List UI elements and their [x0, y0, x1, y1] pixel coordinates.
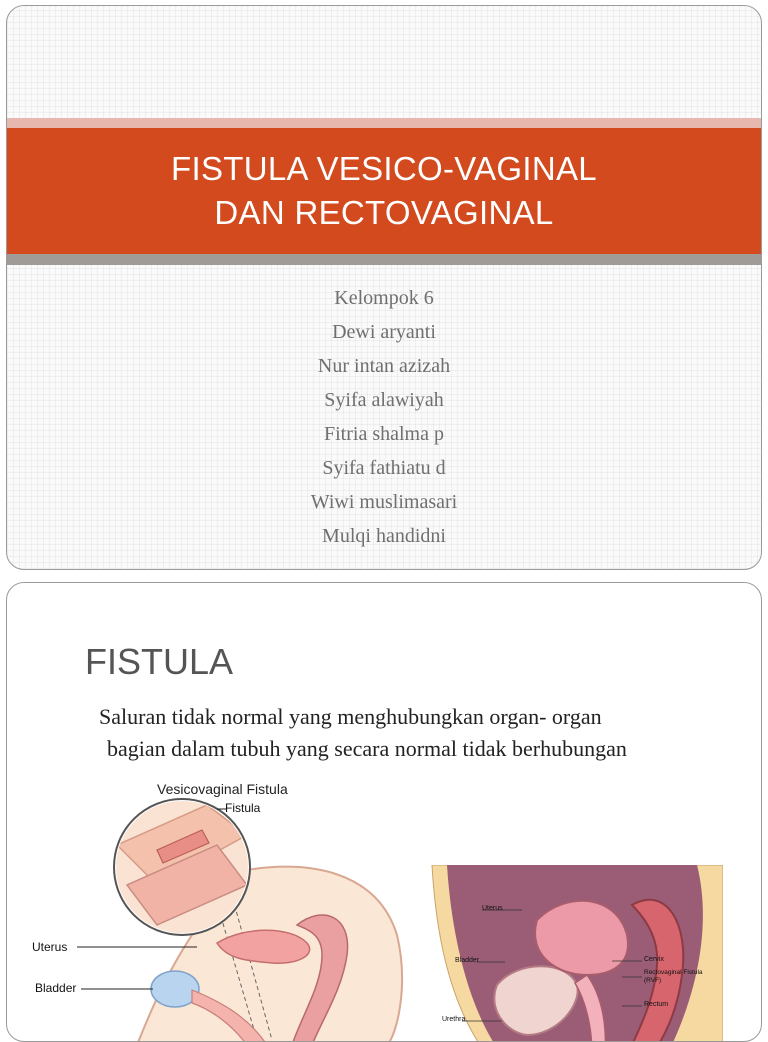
- label-uterus-right: Uterus: [482, 905, 503, 912]
- label-cervix-right: Cervix: [644, 956, 664, 963]
- title-bottom-stripe: [7, 254, 761, 265]
- figure-title: Vesicovaginal Fistula: [157, 781, 288, 797]
- member-name: Nur intan azizah: [317, 355, 451, 377]
- title-slide: [6, 5, 762, 570]
- label-rvf-right: Rectovaginal Fistula (RVF): [644, 969, 703, 984]
- member-name: Dewi aryanti: [332, 321, 436, 343]
- label-bladder: Bladder: [35, 981, 77, 995]
- definition-line-1: Saluran tidak normal yang menghubungkan organ- organ: [99, 704, 602, 729]
- vesicovaginal-illustration: [32, 775, 437, 1042]
- rvf-anatomy-drawing: [427, 865, 723, 1042]
- definition-text: [99, 701, 749, 765]
- member-name: Syifa alawiyah: [324, 389, 444, 411]
- member-name: Mulqi handidni: [322, 525, 446, 547]
- title-line-1: FISTULA VESICO-VAGINAL: [171, 150, 597, 187]
- label-urethra-right: Urethra: [442, 1016, 466, 1023]
- label-leader-lines: [67, 775, 407, 1042]
- title-top-stripe: [7, 118, 761, 128]
- label-bladder-right: Bladder: [455, 957, 480, 964]
- label-rectum-right: Rectum: [644, 1001, 669, 1008]
- member-list: [7, 281, 761, 553]
- title-band: [7, 128, 761, 254]
- member-name: Syifa fathiatu d: [322, 457, 446, 479]
- label-fistula: Fistula: [225, 801, 261, 815]
- label-uterus: Uterus: [32, 940, 68, 954]
- title-line-2: DAN RECTOVAGINAL: [214, 194, 554, 231]
- member-name: Fitria shalma p: [324, 423, 444, 445]
- group-name: Kelompok 6: [334, 287, 434, 309]
- definition-line-2: bagian dalam tubuh yang secara normal tidak berhubungan: [107, 736, 627, 761]
- fistula-slide: [6, 582, 762, 1042]
- member-name: Wiwi muslimasari: [310, 491, 458, 513]
- slide-heading: FISTULA: [85, 641, 234, 682]
- rectovaginal-illustration: [427, 865, 723, 1042]
